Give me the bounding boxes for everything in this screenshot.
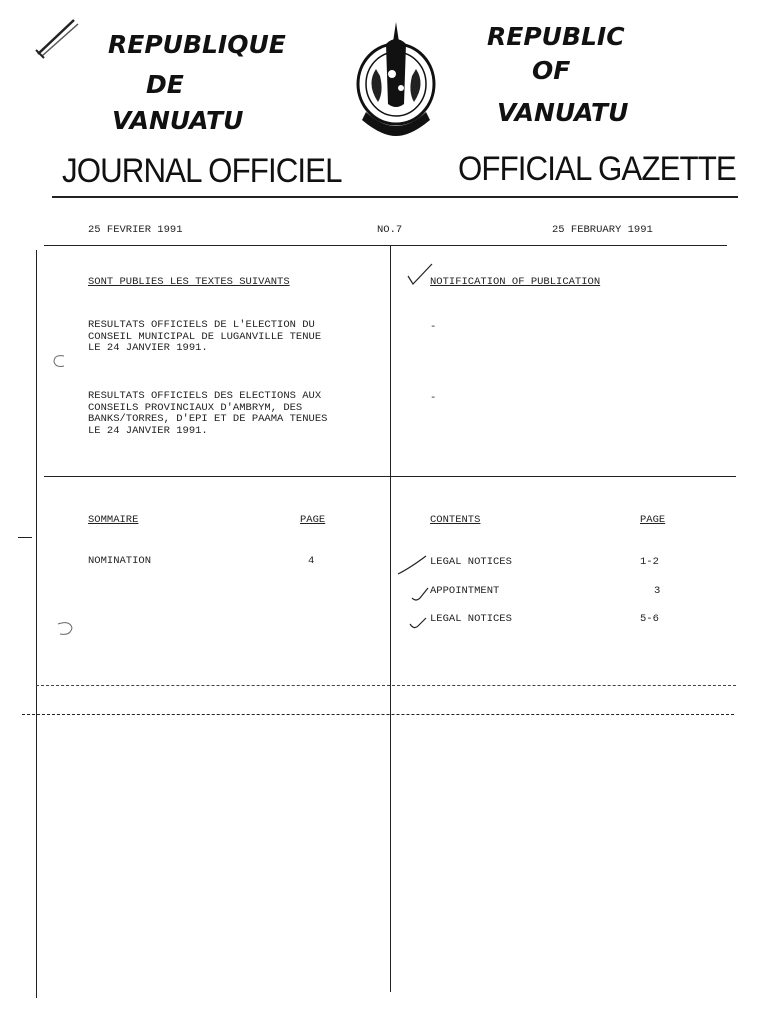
- masthead-fr-line1: REPUBLIQUE: [108, 30, 286, 59]
- contents-item-page: 3: [654, 585, 661, 597]
- publication-item-fr: RESULTATS OFFICIELS DE L'ELECTION DU CONSEIL MUNICIPAL DE LUGANVILLE TENUE LE 24 JANVIER 1991.: [88, 319, 322, 354]
- contents-item-label: LEGAL NOTICES: [430, 613, 512, 625]
- check-mark: [406, 262, 434, 288]
- contents-heading: CONTENTS: [430, 514, 481, 526]
- sommaire-item-label: NOMINATION: [88, 555, 152, 567]
- masthead-en-line2: OF: [532, 56, 571, 85]
- official-gazette-title: OFFICIAL GAZETTE: [458, 150, 736, 188]
- pen-mark: [34, 14, 94, 62]
- punch-hole-mark: [54, 620, 76, 638]
- masthead-fr-line3: VANUATU: [112, 106, 244, 135]
- dashed-rule: [36, 685, 736, 686]
- section-rule: [44, 476, 736, 477]
- sommaire-page-heading: PAGE: [300, 514, 326, 526]
- masthead-fr-line2: DE: [146, 70, 184, 99]
- margin-tick: [18, 537, 32, 538]
- check-mark: [396, 552, 430, 578]
- sommaire-heading: SOMMAIRE: [88, 514, 139, 526]
- left-frame-line: [36, 250, 37, 998]
- masthead-en-line1: REPUBLIC: [487, 22, 625, 51]
- issue-number: NO.7: [377, 224, 403, 236]
- masthead-rule: [52, 196, 738, 198]
- publication-heading-en: NOTIFICATION OF PUBLICATION: [430, 276, 601, 288]
- dashed-rule: [22, 714, 734, 715]
- journal-officiel-title: JOURNAL OFFICIEL: [62, 152, 342, 190]
- dateline-rule: [44, 245, 727, 246]
- masthead-en-line3: VANUATU: [497, 98, 629, 127]
- contents-page-heading: PAGE: [640, 514, 666, 526]
- contents-item-label: APPOINTMENT: [430, 585, 500, 597]
- center-column-divider: [390, 246, 391, 992]
- date-fr: 25 FEVRIER 1991: [88, 224, 183, 236]
- publication-item-en: -: [430, 321, 437, 333]
- contents-item-page: 1-2: [640, 556, 659, 568]
- publication-item-en: -: [430, 392, 437, 404]
- coat-of-arms-emblem: [346, 14, 446, 140]
- punch-hole-mark: [50, 352, 70, 370]
- date-en: 25 FEBRUARY 1991: [552, 224, 653, 236]
- check-mark: [408, 614, 428, 632]
- publication-heading-fr: SONT PUBLIES LES TEXTES SUIVANTS: [88, 276, 290, 288]
- sommaire-item-page: 4: [308, 555, 315, 567]
- check-mark: [410, 584, 430, 604]
- contents-item-page: 5-6: [640, 613, 659, 625]
- publication-item-fr: RESULTATS OFFICIELS DES ELECTIONS AUX CONSEILS PROVINCIAUX D'AMBRYM, DES BANKS/TORRES, D'EPI ET DE PAAMA TENUES LE 24 JANVIER 1991.: [88, 390, 328, 437]
- contents-item-label: LEGAL NOTICES: [430, 556, 512, 568]
